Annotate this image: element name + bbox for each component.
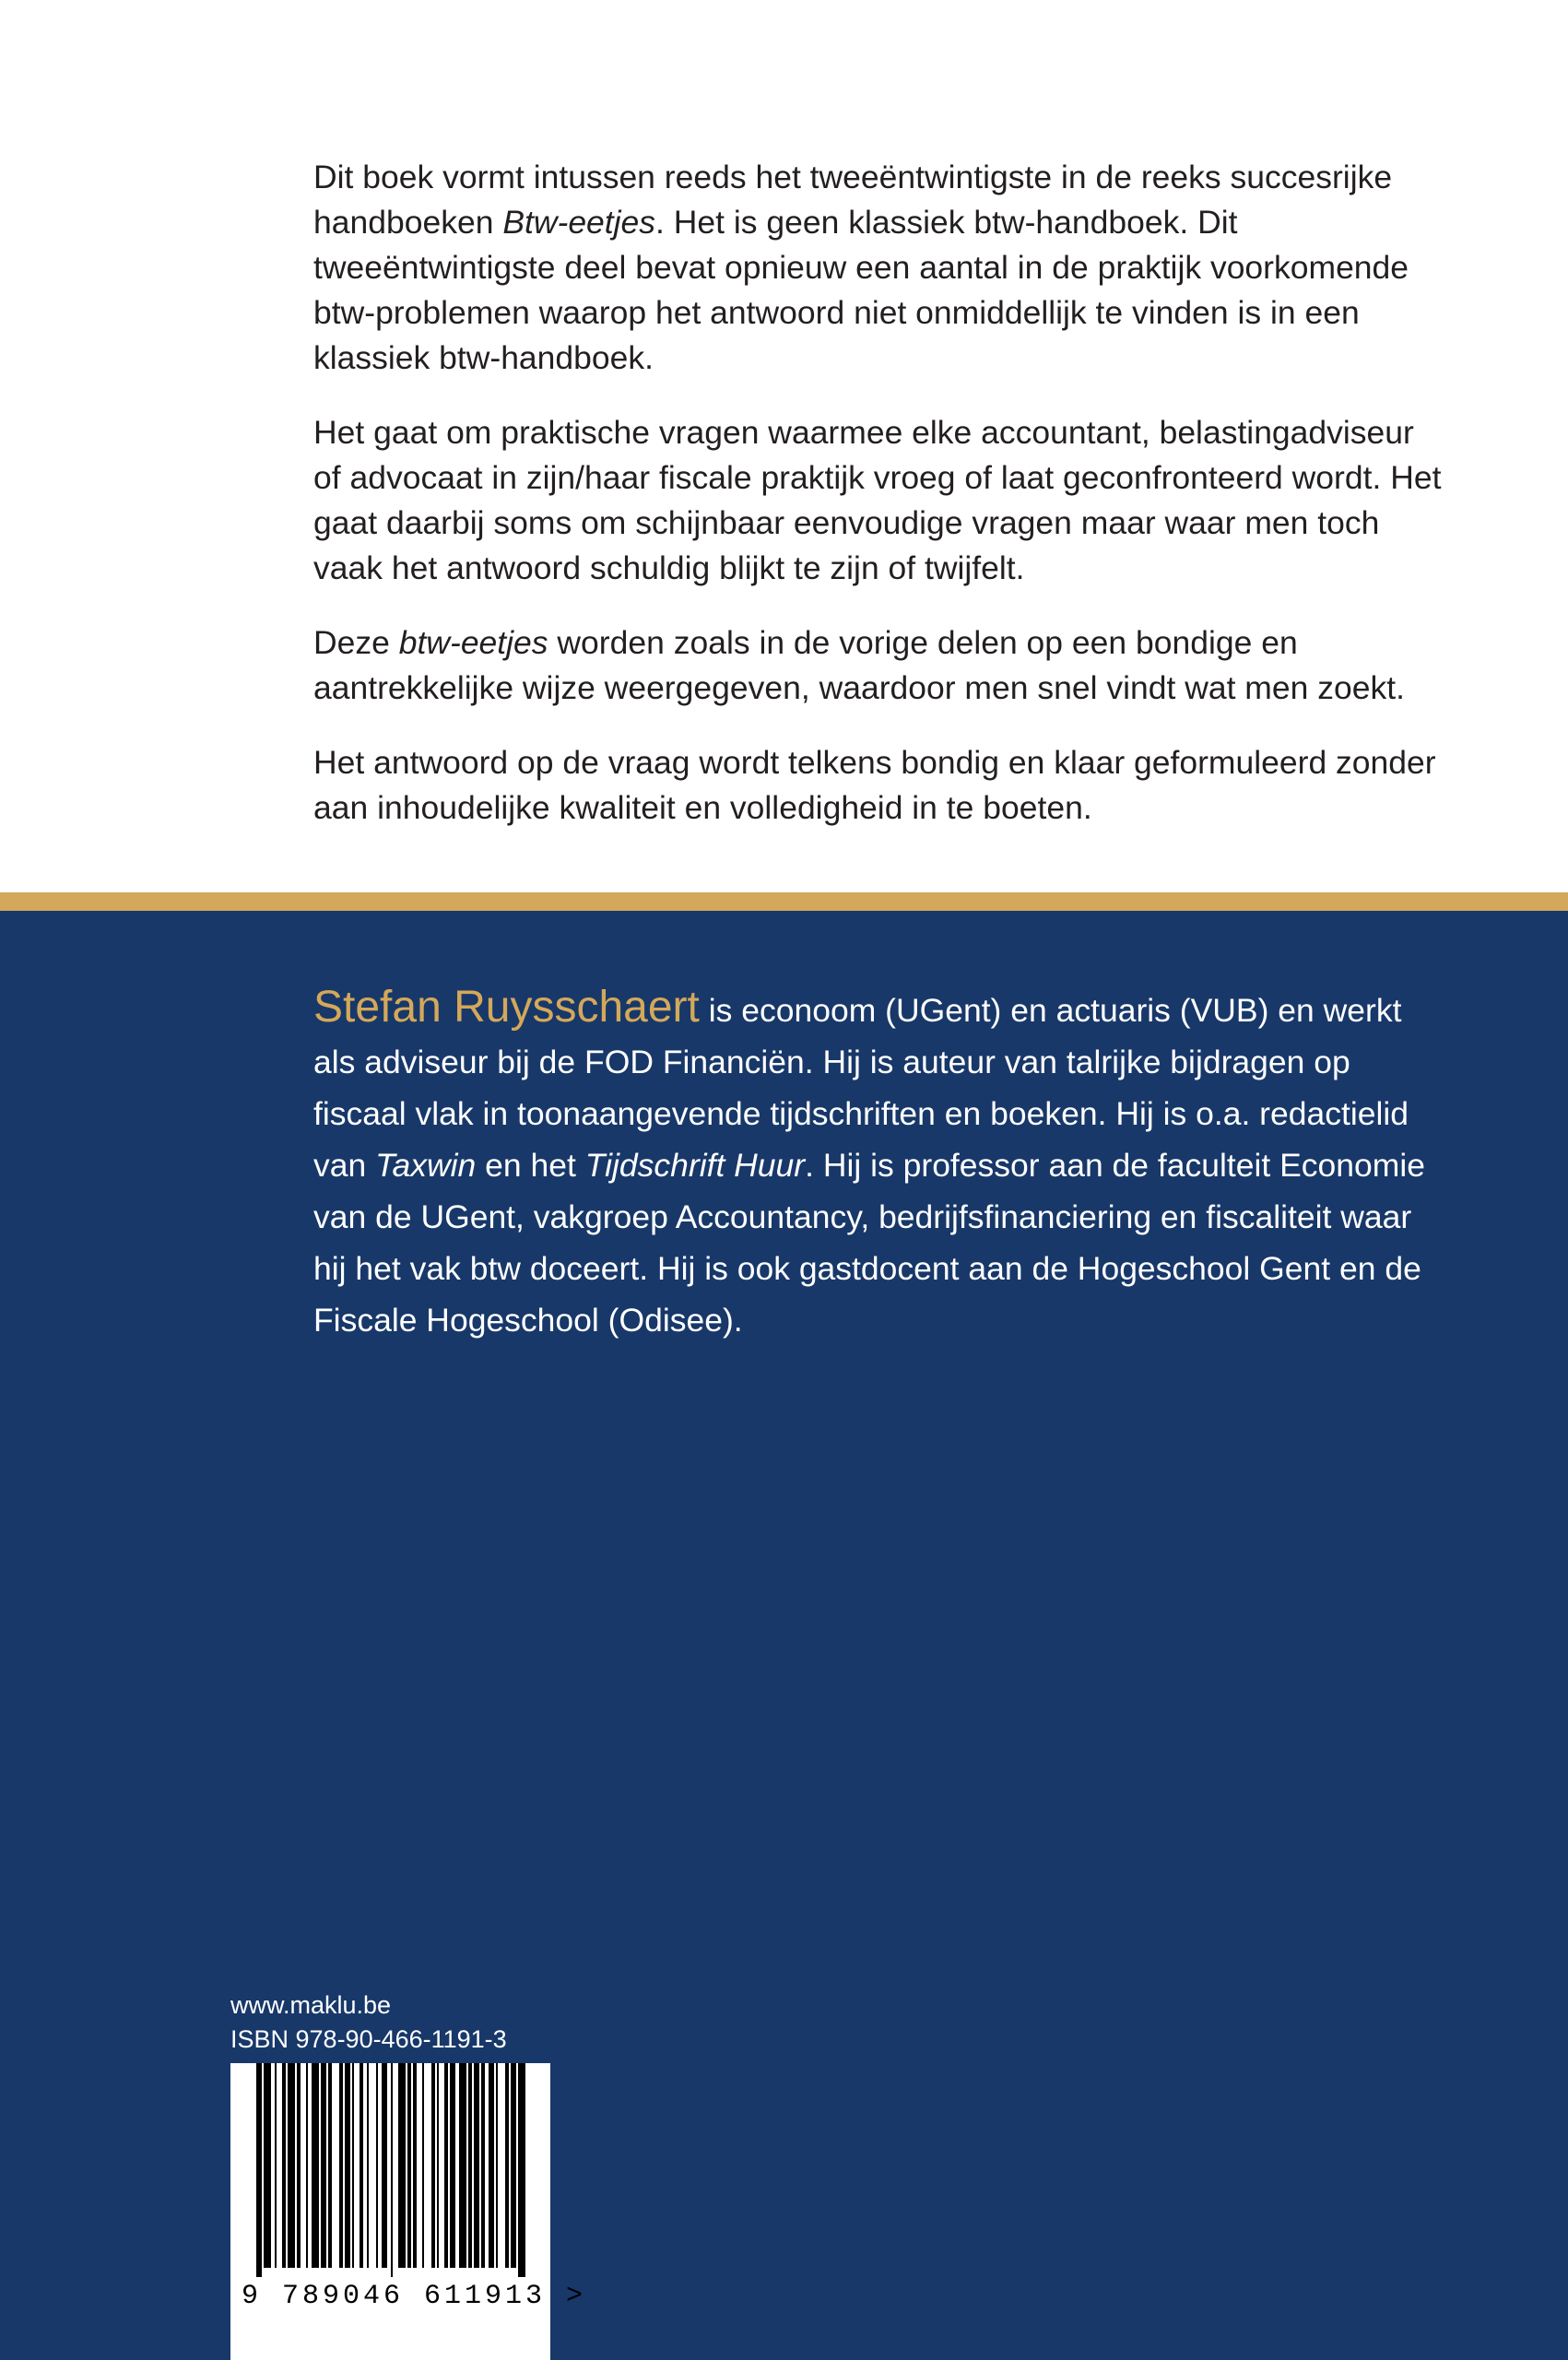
barcode-bar	[431, 2063, 435, 2268]
barcode-bar	[518, 2063, 525, 2277]
blurb-paragraph-2: Het gaat om praktische vragen waarmee elke accountant, belastingadviseur of advocaat in zijn/haar fiscale praktijk vroeg of laat geconfronteerd wordt. Het gaat daarbij soms om schijnbaar eenvoudige vragen maar waar men toch vaak het antwoord schuldig blijkt te zijn of twijfelt.	[313, 414, 1442, 586]
barcode-bar	[345, 2063, 350, 2268]
barcode-bar	[437, 2063, 439, 2268]
barcode-bar	[444, 2063, 448, 2268]
barcode-bar	[468, 2063, 472, 2268]
barcode-bar	[391, 2063, 393, 2277]
isbn-number: ISBN 978-90-466-1191-3	[230, 2025, 507, 2053]
series-title-lower: btw-eetjes	[398, 624, 548, 661]
blurb-text: Dit boek vormt intussen reeds het tweeëntwintigste in de reeks succesrijke handboeken	[313, 159, 1393, 241]
bio-text: en het	[476, 1147, 585, 1184]
barcode-bar	[481, 2063, 485, 2268]
barcode-bar	[282, 2063, 286, 2268]
barcode-bar	[505, 2063, 509, 2268]
barcode-bar	[352, 2063, 354, 2268]
barcode-bar	[422, 2063, 424, 2268]
author-bio	[313, 982, 1447, 1346]
barcode-bar	[297, 2063, 301, 2268]
publication-taxwin: Taxwin	[375, 1147, 477, 1184]
barcode-bar	[474, 2063, 479, 2268]
barcode-bar	[264, 2063, 271, 2268]
gold-divider	[0, 892, 1568, 911]
barcode-bar	[398, 2063, 406, 2268]
blurb-text: worden zoals in de vorige delen op een bondige en aantrekkelijke wijze weergegeven, waardoor men snel vindt wat men zoekt.	[313, 624, 1405, 706]
barcode-bar	[367, 2063, 369, 2268]
blurb-paragraph-4: Het antwoord op de vraag wordt telkens bondig en klaar geformuleerd zonder aan inhoudelijke kwaliteit en volledigheid in te boeten.	[313, 744, 1436, 826]
barcode-bar	[312, 2063, 319, 2268]
blurb-paragraph-1	[313, 155, 1447, 381]
barcode-bar	[306, 2063, 308, 2268]
barcode-bar	[407, 2063, 411, 2268]
publisher-website: www.maklu.be	[230, 1991, 392, 2019]
barcode-bar	[328, 2063, 332, 2268]
author-name: Stefan Ruysschaert	[313, 983, 700, 1032]
bio-text: is econoom (UGent) en actuaris (VUB) en werkt als adviseur bij de FOD Financiën. Hij is auteur van talrijke bijdragen op fiscaal vlak in toonaangevende tijdschriften en boeken. Hij is o.a. redactielid van	[313, 992, 1409, 1184]
barcode-bar	[256, 2063, 262, 2277]
barcode-bar	[382, 2063, 387, 2268]
publication-tijdschrift-huur: Tijdschrift Huur	[584, 1147, 806, 1184]
barcode-bars	[230, 2063, 550, 2360]
barcode-bar	[360, 2063, 363, 2268]
top-section	[0, 0, 1568, 892]
barcode-bar	[496, 2063, 498, 2268]
bio-text: . Hij is professor aan de faculteit Economie van de UGent, vakgroep Accountancy, bedrijfsfinanciering en fiscaliteit waar hij het vak btw doceert. Hij is ook gastdocent aan de Hogeschool Gent en de Fiscale Hogeschool (Odisee).	[313, 1147, 1425, 1339]
series-title: Btw-eetjes	[502, 204, 656, 241]
barcode-bar	[413, 2063, 417, 2268]
blurb-text: Deze	[313, 624, 399, 661]
barcode-bar	[450, 2063, 455, 2268]
barcode-bar	[489, 2063, 494, 2268]
barcode-bar	[275, 2063, 277, 2268]
barcode-bar	[288, 2063, 295, 2268]
barcode-bar	[459, 2063, 466, 2268]
barcode-bar	[339, 2063, 343, 2268]
barcode-bar	[511, 2063, 516, 2268]
blurb-text: . Het is geen klassiek btw-handboek. Dit tweeëntwintigste deel bevat opnieuw een aantal in de praktijk voorkomende btw-problemen waarop het antwoord niet onmiddellijk te vinden is in een klassiek btw-handboek.	[313, 204, 1409, 376]
barcode-bar	[376, 2063, 378, 2268]
back-cover-blurb	[313, 155, 1447, 860]
barcode-bar	[321, 2063, 326, 2268]
barcode	[230, 2063, 587, 2360]
blurb-paragraph-3	[313, 620, 1447, 711]
barcode-digits: 9 789046 611913 >	[242, 2281, 587, 2312]
